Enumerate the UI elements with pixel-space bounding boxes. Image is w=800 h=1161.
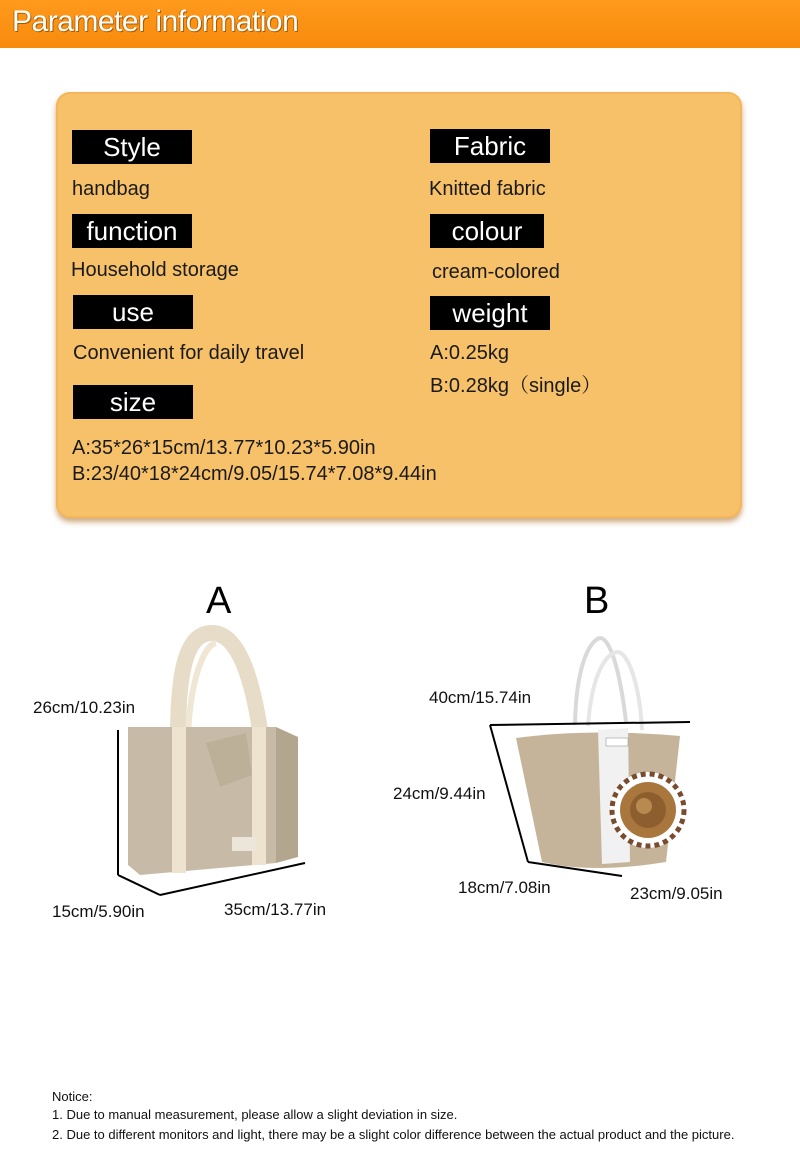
dim-b-bottom-width: 23cm/9.05in bbox=[630, 884, 723, 903]
size-value-a: A:35*26*15cm/13.77*10.23*5.90in bbox=[72, 437, 376, 459]
style-value: handbag bbox=[72, 178, 150, 200]
size-label: size bbox=[73, 385, 193, 419]
weight-label: weight bbox=[430, 296, 550, 330]
header-bar bbox=[0, 0, 800, 48]
diagram-b-letter: B bbox=[584, 580, 610, 622]
style-label: Style bbox=[72, 130, 192, 164]
weight-value-a: A:0.25kg bbox=[430, 342, 509, 364]
fabric-label: Fabric bbox=[430, 129, 550, 163]
notice-title: Notice: bbox=[52, 1089, 93, 1104]
size-value-b: B:23/40*18*24cm/9.05/15.74*7.08*9.44in bbox=[72, 463, 437, 485]
page-title: Parameter information bbox=[12, 5, 299, 38]
bag-a-illustration bbox=[100, 625, 330, 900]
use-value: Convenient for daily travel bbox=[73, 342, 305, 364]
dim-b-depth: 18cm/7.08in bbox=[458, 878, 551, 897]
parameter-card bbox=[56, 92, 742, 518]
dim-a-width: 35cm/13.77in bbox=[224, 900, 327, 919]
notice-item: 1. Due to manual measurement, please allow a slight deviation in size. bbox=[52, 1107, 458, 1122]
dim-b-height: 24cm/9.44in bbox=[393, 784, 486, 803]
fabric-value: Knitted fabric bbox=[429, 178, 546, 200]
diagram-a-letter: A bbox=[206, 580, 232, 622]
dim-a-height: 26cm/10.23in bbox=[33, 698, 136, 717]
colour-label: colour bbox=[430, 214, 544, 248]
colour-value: cream-colored bbox=[432, 261, 560, 283]
function-label: function bbox=[72, 214, 192, 248]
dim-a-depth: 15cm/5.90in bbox=[52, 902, 145, 921]
weight-value-b: B:0.28kg（single） bbox=[430, 375, 602, 397]
function-value: Household storage bbox=[71, 259, 239, 281]
dim-b-top-width: 40cm/15.74in bbox=[429, 688, 532, 707]
notice-item: 2. Due to different monitors and light, there may be a slight color difference between the actual product and the picture. bbox=[52, 1127, 735, 1142]
bag-b-illustration bbox=[480, 630, 710, 885]
use-label: use bbox=[73, 295, 193, 329]
